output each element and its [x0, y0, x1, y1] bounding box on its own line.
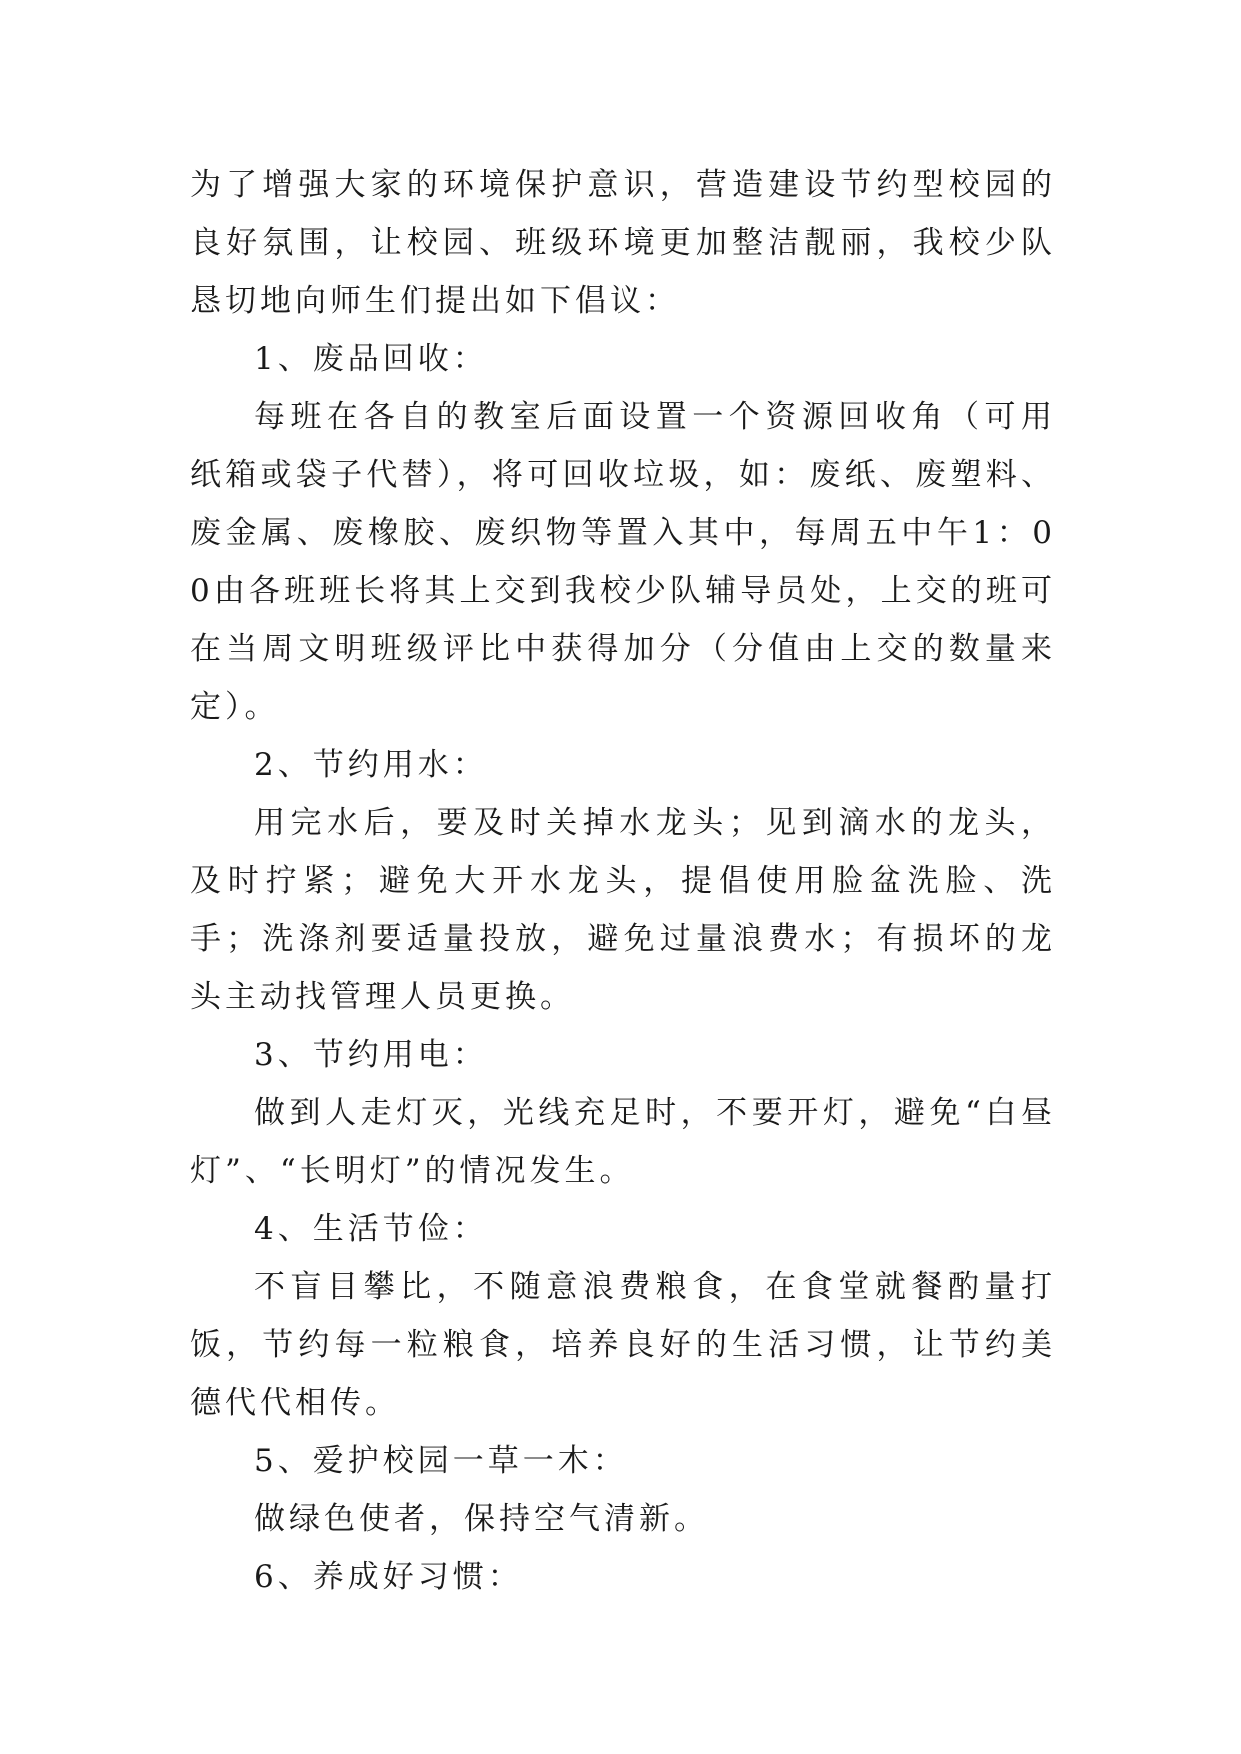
intro-paragraph: 为了增强大家的环境保护意识，营造建设节约型校园的良好氛围，让校园、班级环境更加整洁靓丽，我校少队恳切地向师生们提出如下倡议： [190, 167, 1056, 319]
paragraph-campus-plants: 做绿色使者，保持空气清新。 [254, 1501, 709, 1537]
section-heading-frugal-living: 4、生活节俭： [254, 1211, 488, 1247]
section-heading-water: 2、节约用水： [254, 747, 488, 783]
paragraph-recycling: 每班在各自的教室后面设置一个资源回收角（可用纸箱或袋子代替），将可回收垃圾，如：废纸、废塑料、废金属、废橡胶、废织物等置入其中，每周五中午1：00由各班班长将其上交到我校少队辅导员处，上交的班可在当周文明班级评比中获得加分（分值由上交的数量来定）。 [190, 399, 1056, 725]
section-heading-electricity: 3、节约用电： [254, 1037, 488, 1073]
section-heading-good-habits: 6、养成好习惯： [254, 1559, 523, 1595]
paragraph-water: 用完水后，要及时关掉水龙头；见到滴水的龙头，及时拧紧；避免大开水龙头，提倡使用脸盆洗脸、洗手；洗涤剂要适量投放，避免过量浪费水；有损坏的龙头主动找管理人员更换。 [190, 805, 1056, 1015]
paragraph-electricity: 做到人走灯灭，光线充足时，不要开灯，避免“白昼灯”、“长明灯”的情况发生。 [190, 1095, 1056, 1189]
paragraph-frugal-living: 不盲目攀比，不随意浪费粮食，在食堂就餐酌量打饭，节约每一粒粮食，培养良好的生活习惯，让节约美德代代相传。 [190, 1269, 1056, 1421]
document-body [190, 156, 1056, 1606]
section-heading-campus-plants: 5、爱护校园一草一木： [254, 1443, 628, 1479]
section-heading-recycling: 1、废品回收： [254, 341, 488, 377]
